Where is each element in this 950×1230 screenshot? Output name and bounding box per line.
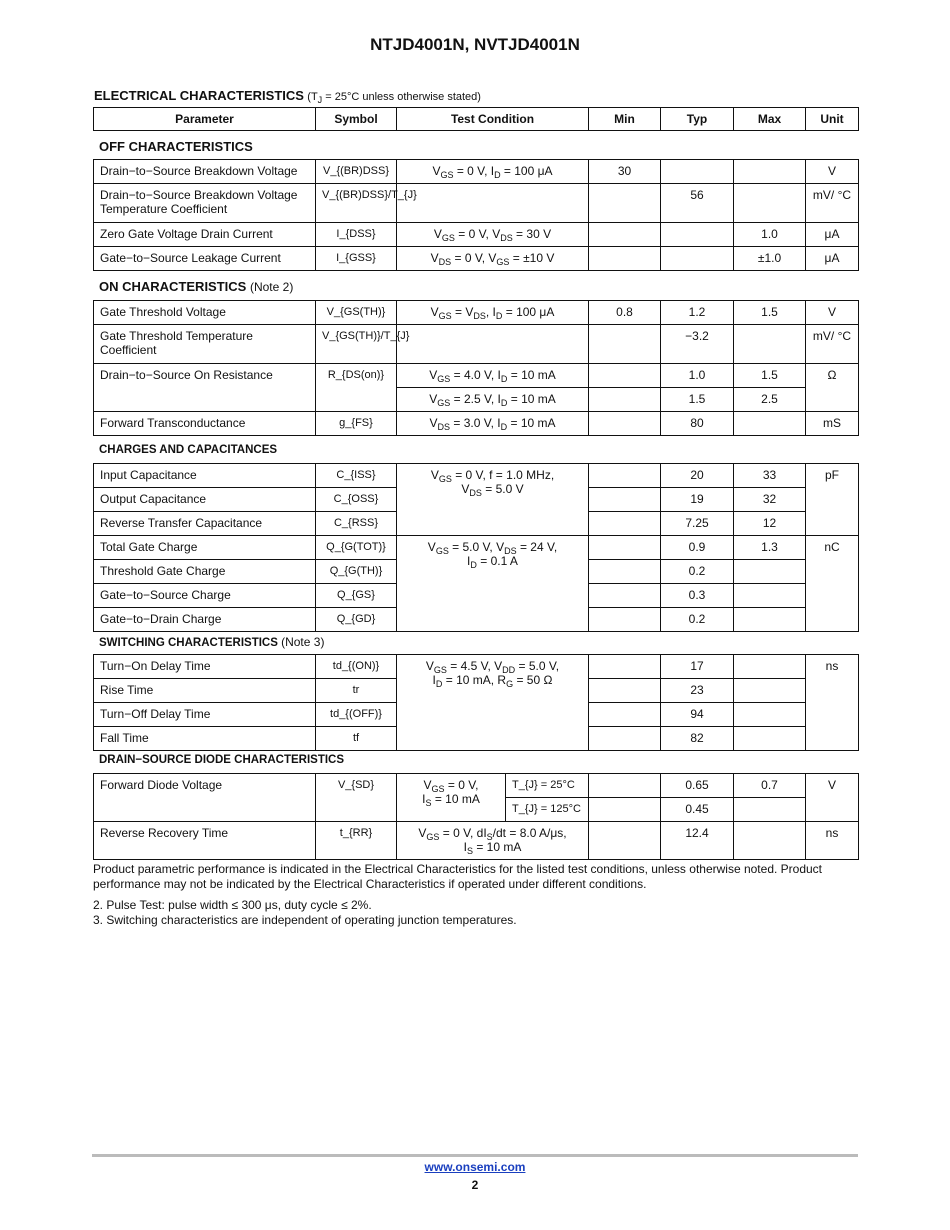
table-row bbox=[94, 412, 859, 436]
min bbox=[589, 512, 661, 536]
symbol: Q_{G(TOT)} bbox=[316, 536, 397, 560]
max: 1.0 bbox=[734, 223, 806, 247]
page-title: NTJD4001N, NVTJD4001N bbox=[370, 35, 580, 54]
max bbox=[734, 679, 806, 703]
symbol: C_{OSS} bbox=[316, 488, 397, 512]
min bbox=[589, 247, 661, 271]
symbol: tf bbox=[316, 727, 397, 751]
param: Reverse Recovery Time bbox=[94, 822, 316, 860]
typ: 17 bbox=[661, 655, 734, 679]
condition: $V_{GS} = 5.0$ V, $V_{DS} = 24$ V, $I_D = 0.1$ A bbox=[397, 536, 589, 632]
symbol: V_{(BR)DSS}/T_{J} bbox=[316, 184, 397, 223]
symbol: td_{(ON)} bbox=[316, 655, 397, 679]
min: 30 bbox=[589, 160, 661, 184]
typ: 0.2 bbox=[661, 560, 734, 584]
symbol: tr bbox=[316, 679, 397, 703]
switching-heading bbox=[99, 635, 324, 649]
max bbox=[734, 184, 806, 223]
param: Gate Threshold Voltage bbox=[94, 301, 316, 325]
typ: 1.5 bbox=[661, 388, 734, 412]
table-row bbox=[94, 184, 859, 223]
col-min: Min bbox=[589, 108, 661, 131]
max: 32 bbox=[734, 488, 806, 512]
unit: ns bbox=[806, 822, 859, 860]
min bbox=[589, 727, 661, 751]
typ bbox=[661, 247, 734, 271]
temperature: T_{J} = 25°C bbox=[506, 774, 589, 798]
min bbox=[589, 184, 661, 223]
typ: 1.2 bbox=[661, 301, 734, 325]
symbol: I_{DSS} bbox=[316, 223, 397, 247]
notes bbox=[93, 862, 863, 932]
unit: μA bbox=[806, 247, 859, 271]
section-title bbox=[94, 88, 481, 103]
max bbox=[734, 727, 806, 751]
min bbox=[589, 774, 661, 798]
symbol: Q_{GS} bbox=[316, 584, 397, 608]
ec-condition: ($T_J = 25^\circ C$ unless otherwise stated) bbox=[307, 91, 481, 105]
symbol: I_{GSS} bbox=[316, 247, 397, 271]
table-header bbox=[93, 107, 859, 131]
col-parameter: Parameter bbox=[94, 108, 316, 131]
table-row bbox=[94, 247, 859, 271]
table-row bbox=[94, 325, 859, 364]
min bbox=[589, 325, 661, 364]
param: Fall Time bbox=[94, 727, 316, 751]
table-row bbox=[94, 774, 859, 798]
unit: mV/ °C bbox=[806, 325, 859, 364]
min bbox=[589, 223, 661, 247]
param: Drain−to−Source Breakdown Voltage bbox=[94, 160, 316, 184]
typ: 0.3 bbox=[661, 584, 734, 608]
typ: 82 bbox=[661, 727, 734, 751]
typ: 0.45 bbox=[661, 798, 734, 822]
min bbox=[589, 608, 661, 632]
max bbox=[734, 584, 806, 608]
min bbox=[589, 703, 661, 727]
table-row bbox=[94, 464, 859, 488]
typ: 20 bbox=[661, 464, 734, 488]
typ: 19 bbox=[661, 488, 734, 512]
param: Forward Diode Voltage bbox=[94, 774, 316, 822]
max: 33 bbox=[734, 464, 806, 488]
condition: $V_{DS} = 3.0$ V, $I_D = 10$ mA bbox=[397, 412, 589, 436]
switching-heading-text: SWITCHING CHARACTERISTICS bbox=[99, 637, 278, 649]
off-table bbox=[93, 159, 859, 271]
typ bbox=[661, 160, 734, 184]
min bbox=[589, 560, 661, 584]
unit: mV/ °C bbox=[806, 184, 859, 223]
max bbox=[734, 703, 806, 727]
unit: pF bbox=[806, 464, 859, 536]
condition: $V_{GS} = 0$ V, $V_{DS} = 30$ V bbox=[397, 223, 589, 247]
table-row bbox=[94, 536, 859, 560]
condition bbox=[397, 184, 589, 223]
note-2: 2. Pulse Test: pulse width ≤ 300 μs, duty cycle ≤ 2%. bbox=[93, 898, 372, 912]
max bbox=[734, 655, 806, 679]
min bbox=[589, 584, 661, 608]
min bbox=[589, 655, 661, 679]
col-symbol: Symbol bbox=[316, 108, 397, 131]
param: Reverse Transfer Capacitance bbox=[94, 512, 316, 536]
min bbox=[589, 822, 661, 860]
max: 12 bbox=[734, 512, 806, 536]
unit: Ω bbox=[806, 364, 859, 412]
max: ±1.0 bbox=[734, 247, 806, 271]
unit: nC bbox=[806, 536, 859, 632]
on-heading-text: ON CHARACTERISTICS bbox=[99, 279, 247, 294]
min bbox=[589, 388, 661, 412]
ec-title: ELECTRICAL CHARACTERISTICS bbox=[94, 88, 304, 103]
min bbox=[589, 488, 661, 512]
symbol: t_{RR} bbox=[316, 822, 397, 860]
max bbox=[734, 160, 806, 184]
typ: 80 bbox=[661, 412, 734, 436]
max: 1.5 bbox=[734, 301, 806, 325]
param: Threshold Gate Charge bbox=[94, 560, 316, 584]
disclaimer: Product parametric performance is indicated in the Electrical Characteristics for the listed test conditions, unless otherwise noted. Product performance may not be indicated by the Electrical Characteristics if operated under different conditions. bbox=[93, 862, 823, 891]
table-row bbox=[94, 822, 859, 860]
col-max: Max bbox=[734, 108, 806, 131]
symbol: R_{DS(on)} bbox=[316, 364, 397, 412]
typ: 0.2 bbox=[661, 608, 734, 632]
unit: V bbox=[806, 160, 859, 184]
min bbox=[589, 464, 661, 488]
param: Drain−to−Source Breakdown Voltage Temperature Coefficient bbox=[94, 184, 316, 223]
param: Turn−On Delay Time bbox=[94, 655, 316, 679]
typ bbox=[661, 223, 734, 247]
symbol: C_{RSS} bbox=[316, 512, 397, 536]
on-note: (Note 2) bbox=[249, 280, 294, 294]
symbol: Q_{G(TH)} bbox=[316, 560, 397, 584]
max: 0.7 bbox=[734, 774, 806, 798]
col-unit: Unit bbox=[806, 108, 859, 131]
param: Total Gate Charge bbox=[94, 536, 316, 560]
typ: 94 bbox=[661, 703, 734, 727]
switching-note: (Note 3) bbox=[281, 635, 325, 649]
col-typ: Typ bbox=[661, 108, 734, 131]
condition: $V_{GS} = 2.5$ V, $I_D = 10$ mA bbox=[397, 388, 589, 412]
max bbox=[734, 412, 806, 436]
unit: V bbox=[806, 301, 859, 325]
max: 1.5 bbox=[734, 364, 806, 388]
col-test-condition: Test Condition bbox=[397, 108, 589, 131]
param: Input Capacitance bbox=[94, 464, 316, 488]
max: 1.3 bbox=[734, 536, 806, 560]
condition: $V_{GS} = 0$ V, $I_S = 10$ mA bbox=[397, 774, 506, 822]
typ: −3.2 bbox=[661, 325, 734, 364]
unit: V bbox=[806, 774, 859, 822]
table-row bbox=[94, 223, 859, 247]
charges-heading: CHARGES AND CAPACITANCES bbox=[99, 444, 278, 456]
unit: μA bbox=[806, 223, 859, 247]
table-row bbox=[94, 655, 859, 679]
page-number: 2 bbox=[471, 1178, 479, 1192]
param: Gate−to−Source Charge bbox=[94, 584, 316, 608]
temperature: T_{J} = 125°C bbox=[506, 798, 589, 822]
condition: $V_{GS} = 4.0$ V, $I_D = 10$ mA bbox=[397, 364, 589, 388]
typ: 7.25 bbox=[661, 512, 734, 536]
symbol: V_{GS(TH)}/T_{J} bbox=[316, 325, 397, 364]
param: Gate−to−Source Leakage Current bbox=[94, 247, 316, 271]
condition: $V_{GS} = 0$ V, f = 1.0 MHz, $V_{DS} = 5.0$ V bbox=[397, 464, 589, 536]
condition bbox=[397, 325, 589, 364]
symbol: V_{GS(TH)} bbox=[316, 301, 397, 325]
unit: mS bbox=[806, 412, 859, 436]
min bbox=[589, 364, 661, 388]
unit: ns bbox=[806, 655, 859, 751]
max bbox=[734, 798, 806, 822]
table-row bbox=[94, 301, 859, 325]
on-table bbox=[93, 300, 859, 436]
typ: 23 bbox=[661, 679, 734, 703]
symbol: V_{(BR)DSS} bbox=[316, 160, 397, 184]
diode-heading: DRAIN−SOURCE DIODE CHARACTERISTICS bbox=[99, 754, 345, 766]
typ: 0.9 bbox=[661, 536, 734, 560]
typ: 12.4 bbox=[661, 822, 734, 860]
min bbox=[589, 412, 661, 436]
table-row bbox=[94, 364, 859, 388]
condition: $V_{GS} = 0$ V, $dI_S/dt = 8.0$ A/μs, $I_S = 10$ mA bbox=[397, 822, 589, 860]
param: Forward Transconductance bbox=[94, 412, 316, 436]
off-heading: OFF CHARACTERISTICS bbox=[99, 139, 253, 154]
param: Drain−to−Source On Resistance bbox=[94, 364, 316, 412]
diode-table bbox=[93, 773, 859, 860]
symbol: td_{(OFF)} bbox=[316, 703, 397, 727]
max bbox=[734, 608, 806, 632]
footer-divider bbox=[92, 1154, 858, 1157]
switching-table bbox=[93, 654, 859, 751]
param: Gate Threshold Temperature Coefficient bbox=[94, 325, 316, 364]
min: 0.8 bbox=[589, 301, 661, 325]
min bbox=[589, 679, 661, 703]
param: Turn−Off Delay Time bbox=[94, 703, 316, 727]
max bbox=[734, 560, 806, 584]
website-link[interactable]: www.onsemi.com bbox=[424, 1160, 526, 1174]
condition: $V_{DS} = 0$ V, $V_{GS} = \pm 10$ V bbox=[397, 247, 589, 271]
charges-table bbox=[93, 463, 859, 632]
param: Output Capacitance bbox=[94, 488, 316, 512]
max bbox=[734, 822, 806, 860]
min bbox=[589, 798, 661, 822]
symbol: Q_{GD} bbox=[316, 608, 397, 632]
note-3: 3. Switching characteristics are independent of operating junction temperatures. bbox=[93, 913, 517, 927]
symbol: C_{ISS} bbox=[316, 464, 397, 488]
param: Zero Gate Voltage Drain Current bbox=[94, 223, 316, 247]
condition: $V_{GS} = 4.5$ V, $V_{DD} = 5.0$ V, $I_D = 10$ mA, $R_G = 50$ Ω bbox=[397, 655, 589, 751]
param: Gate−to−Drain Charge bbox=[94, 608, 316, 632]
typ: 0.65 bbox=[661, 774, 734, 798]
min bbox=[589, 536, 661, 560]
condition: $V_{GS} = 0$ V, $I_D = 100$ μA bbox=[397, 160, 589, 184]
symbol: V_{SD} bbox=[316, 774, 397, 822]
condition: $V_{GS} = V_{DS}$, $I_D = 100$ μA bbox=[397, 301, 589, 325]
symbol: g_{FS} bbox=[316, 412, 397, 436]
table-row bbox=[94, 160, 859, 184]
typ: 56 bbox=[661, 184, 734, 223]
on-heading bbox=[99, 279, 293, 294]
max bbox=[734, 325, 806, 364]
max: 2.5 bbox=[734, 388, 806, 412]
typ: 1.0 bbox=[661, 364, 734, 388]
param: Rise Time bbox=[94, 679, 316, 703]
